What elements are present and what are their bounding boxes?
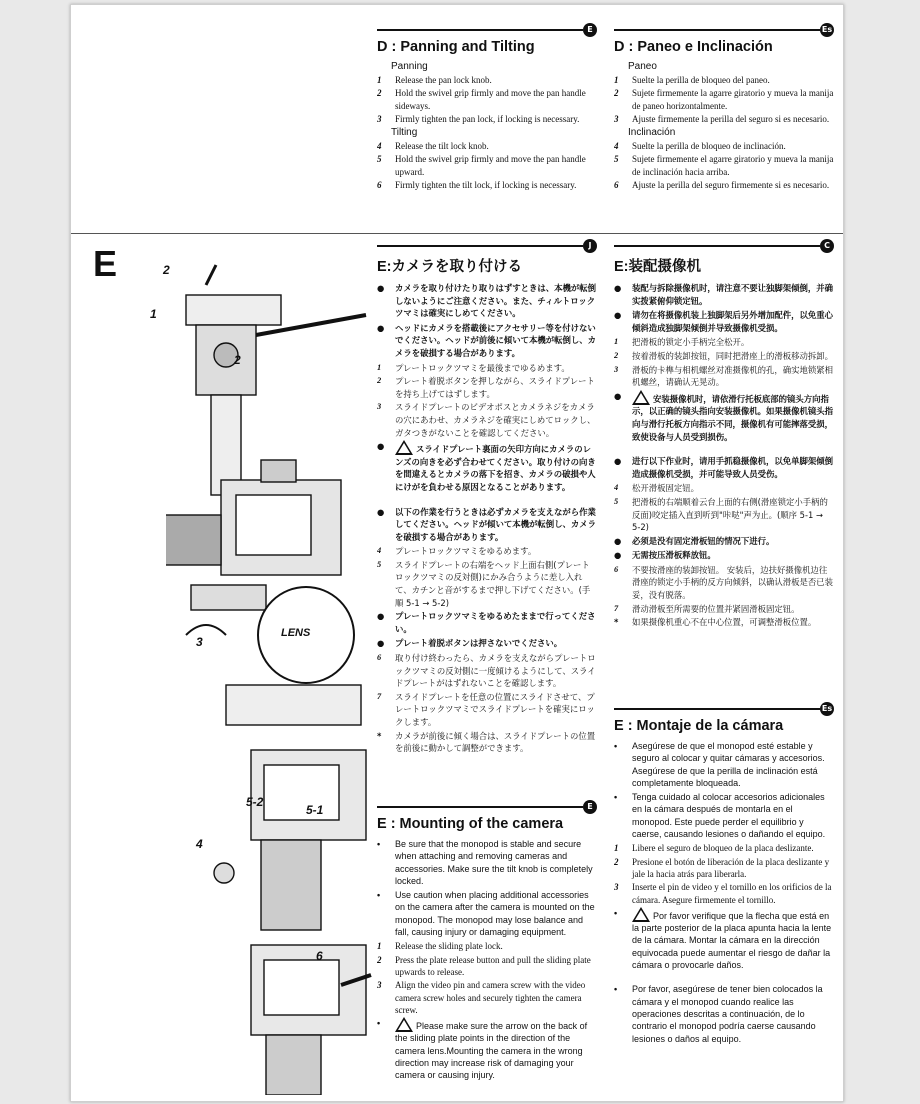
step-number: 2 <box>614 88 619 99</box>
bullet-marker: ● <box>614 310 622 321</box>
instruction-item <box>614 350 834 363</box>
instruction-text: プレート着脱ボタンは押さないでください。 <box>395 638 563 649</box>
instruction-text: Use caution when placing additional accessories on the camera after the camera is mounted on the monopod. The monopod may lose balance and fall, causing injury or damaging equipment. <box>395 890 595 938</box>
lang-badge-es: Es <box>820 23 834 37</box>
step-number: 2 <box>377 88 382 99</box>
warning-item <box>377 1017 597 1081</box>
instruction-text: 无需按压滑板释放钮。 <box>632 550 716 561</box>
step-item <box>377 87 597 112</box>
instruction-text: 按着滑板的装卸按钮，同时把滑座上的滑板移动拆卸。 <box>632 350 833 361</box>
bullet-marker: • <box>377 1018 381 1029</box>
callout-label: 2 <box>163 263 170 277</box>
instruction-text: プレートロックツマミをゆるめたままで行ってください。 <box>395 611 596 634</box>
instruction-item <box>377 979 597 1016</box>
section-title: E:カメラを取り付ける <box>377 259 522 275</box>
instruction-text: Tenga cuidado al colocar accesorios adicionales en la cámara después de montarla en el monopod. Este puede perder el equilibrio y caerse, causando lesiones o dañando el equipo. <box>632 792 826 840</box>
instruction-item <box>614 564 834 602</box>
bullet-marker: ● <box>377 638 385 649</box>
step-number: 4 <box>377 141 382 152</box>
bullet-marker: ● <box>377 611 385 622</box>
bullet-marker: • <box>614 741 618 751</box>
lang-badge-cn: C <box>820 239 834 253</box>
instruction-item <box>614 616 834 629</box>
instruction-item <box>377 506 597 544</box>
step-number: 1 <box>377 75 382 85</box>
instruction-text: 取り付け終わったら、カメラを支えながらプレートロックツマミの反対側に一度傾けるようにして、スライドプレートがはずれないことを確認します。 <box>395 653 596 689</box>
step-number: 4 <box>614 141 619 152</box>
instruction-text: Presione el botón de liberación de la placa deslizante y jale la hacia atrás para liberarla. <box>632 856 830 879</box>
step-number: 2 <box>377 376 382 386</box>
step-text: Firmly tighten the tilt lock, if locking is necessary. <box>395 180 577 191</box>
step-number: 3 <box>377 980 382 991</box>
lang-badge-es: Es <box>820 702 834 716</box>
instruction-text: Inserte el pin de video y el tornillo en los orificios de la cámara. Asegure firmemente el tornillo. <box>632 882 832 905</box>
step-text: Release the pan lock knob. <box>395 75 492 85</box>
step-item <box>614 87 834 112</box>
instruction-text: プレートロックツマミを最後までゆるめます。 <box>395 362 570 373</box>
instruction-item <box>614 983 834 1044</box>
bullet-marker: • <box>614 907 618 918</box>
subheading-inclinacion: Inclinación <box>628 127 676 139</box>
step-text: Suelte la perilla de bloqueo del paneo. <box>632 75 770 85</box>
step-number: 7 <box>377 691 382 701</box>
instruction-item <box>614 535 834 548</box>
instruction-text: 把滑板的锁定小手柄完全松开。 <box>632 337 750 348</box>
instruction-item <box>614 482 834 495</box>
instruction-item <box>377 322 597 360</box>
instruction-item <box>614 881 834 906</box>
instruction-text: Asegúrese de que el monopod esté estable y seguro al colocar y quitar cámaras y accesorios. Asegúrese de que la perilla de inclinación está completamente bloqueada. <box>632 741 825 788</box>
step-number: 4 <box>377 546 382 556</box>
instruction-item <box>377 545 597 558</box>
instruction-text: Please make sure the arrow on the back of the sliding plate points in the direction of the camera lens.Mounting the camera in the wrong direction may increase risk of damaging your camera or causing injury. <box>395 1021 588 1081</box>
instruction-text: 滑动滑板至所需要的位置并紧固滑板固定钮。 <box>632 603 800 614</box>
lang-badge-en: E <box>583 23 597 37</box>
instruction-item <box>377 401 597 439</box>
instruction-item <box>377 940 597 952</box>
instruction-item <box>377 637 597 650</box>
step-item <box>377 140 597 152</box>
callout-label: 6 <box>316 949 323 963</box>
instruction-text: 必须是没有固定滑板钮的情况下进行。 <box>632 535 775 546</box>
step-text: Firmly tighten the pan lock, if locking is necessary. <box>395 113 580 124</box>
bullet-marker: ● <box>614 535 622 546</box>
spacer <box>614 445 834 455</box>
step-text: Hold the swivel grip firmly and move the pan handle sideways. <box>395 88 586 111</box>
bullet-marker: • <box>614 984 618 995</box>
section-title: D : Paneo e Inclinación <box>614 39 773 55</box>
callout-label: 2 <box>234 353 241 367</box>
warning-triangle-icon <box>632 907 650 922</box>
instruction-item <box>614 309 834 334</box>
callout-label: 1 <box>150 307 157 321</box>
section-title: E : Montaje de la cámara <box>614 718 784 734</box>
top-en-section <box>377 23 597 223</box>
step-number: 4 <box>614 483 619 493</box>
step-text: Ajuste la perilla del seguro firmemente si es necesario. <box>632 180 830 191</box>
bullet-marker: ● <box>614 550 622 561</box>
step-item <box>614 113 834 125</box>
warning-triangle-icon <box>395 440 413 455</box>
step-number: 3 <box>377 402 382 412</box>
bullet-marker: • <box>614 792 618 803</box>
bullet-marker: ● <box>377 506 385 517</box>
instruction-item <box>614 549 834 562</box>
step-item <box>377 153 597 178</box>
step-text: Release the tilt lock knob. <box>395 141 489 152</box>
warning-triangle-icon <box>632 390 650 405</box>
step-number: 6 <box>614 564 619 574</box>
section-title: E : Mounting of the camera <box>377 816 564 832</box>
instruction-text: Release the sliding plate lock. <box>395 941 503 952</box>
callout-label: 5-1 <box>306 803 324 817</box>
step-item <box>377 179 597 191</box>
instruction-item <box>377 954 597 979</box>
instruction-item <box>614 740 834 789</box>
step-item <box>377 113 597 125</box>
step-number: 1 <box>614 337 619 347</box>
step-number: 3 <box>377 113 382 124</box>
step-number: 6 <box>377 653 382 663</box>
instruction-text: 进行以下作业时，请用手抓稳摄像机，以免单脚架倾倒造成摄像机受损，并可能导致人员受伤。 <box>632 456 833 479</box>
step-number: 5 <box>614 154 619 165</box>
step-text: Sujete firmemente el agarre giratorio y mueva la manija de inclinación hacia arriba. <box>632 154 834 177</box>
es-section <box>614 702 834 1092</box>
step-number: 2 <box>377 954 382 965</box>
step-number: 2 <box>614 856 619 867</box>
instruction-text: スライドプレートのビデオポスとカメラネジをカメラの穴にあわせ、カメラネジを確実にしめてロックし、ガタつきがないことを確認してください。 <box>395 402 596 438</box>
subheading-panning: Panning <box>391 61 428 72</box>
cn-section <box>614 239 834 699</box>
instruction-text: 如果摄像机重心不在中心位置，可调整滑板位置。 <box>632 617 817 628</box>
instruction-item <box>614 364 834 389</box>
instruction-text: Align the video pin and camera screw with the video camera screw holes and securely tighten the camera screw. <box>395 980 586 1015</box>
instruction-item <box>614 791 834 840</box>
instruction-item <box>377 691 597 729</box>
instruction-item <box>614 856 834 881</box>
instruction-text: Be sure that the monopod is stable and secure when attaching and removing cameras and accessories. Make sure the tilt knob is completely locked. <box>395 839 593 886</box>
instruction-text: プレート着脱ボタンを押しながら、スライドプレートを持ち上げてはずします。 <box>395 376 595 399</box>
instruction-text: 以下の作業を行うときは必ずカメラを支えながら作業してください。ヘッドが傾いて本機が転倒し、カメラを破損する場合があります。 <box>395 506 596 542</box>
step-number: 6 <box>377 180 382 191</box>
instruction-item <box>614 496 834 534</box>
warning-item <box>377 440 597 493</box>
step-text: Sujete firmemente la agarre giratorio y mueva la manija de paneo horizontalmente. <box>632 88 834 111</box>
instruction-text: 滑板的卡榫与相机螺丝对准摄像机的孔，确实地锁紧相机螺丝，请确认无晃动。 <box>632 364 833 388</box>
step-number: 3 <box>614 364 619 374</box>
instruction-text: スライドプレートを任意の位置にスライドさせて、プレートロックツマミでスライドプレートを確実にロックします。 <box>395 691 595 727</box>
step-number: 1 <box>614 843 619 854</box>
instruction-text: Press the plate release button and pull the sliding plate upwards to release. <box>395 954 591 977</box>
bullet-marker: * <box>377 730 382 741</box>
section-divider <box>71 233 843 234</box>
instruction-item <box>377 889 597 938</box>
step-number: 3 <box>614 882 619 893</box>
instruction-item <box>377 375 597 400</box>
instruction-text: 装配与拆除摄像机时，请注意不要让独脚架倾倒，并确实拨紧俯仰锁定钮。 <box>632 283 833 306</box>
section-title: E:装配摄像机 <box>614 259 701 275</box>
lang-badge-jp: J <box>583 239 597 253</box>
bullet-marker: ● <box>614 456 622 467</box>
bullet-marker: • <box>377 839 381 849</box>
section-title: D : Panning and Tilting <box>377 39 535 55</box>
step-number: 6 <box>614 180 619 191</box>
instruction-text: プレートロックツマミをゆるめます。 <box>395 546 537 557</box>
section-letter: E <box>93 243 118 284</box>
step-number: 1 <box>614 75 619 85</box>
step-number: 3 <box>614 113 619 124</box>
instruction-text: 安装摄像机时，请依滑行托板底部的镜头方向指示，以正确的镜头指向安装摄像机。如果摄像机镜头指向与滑行托板方向指示不同，摄像机有可能摔落受损，致使设备与人员受到损伤。 <box>632 393 833 442</box>
step-number: 7 <box>614 603 619 613</box>
step-text: Suelte la perilla de bloqueo de inclinación. <box>632 141 786 152</box>
bullet-marker: ● <box>377 441 385 452</box>
illustration-area <box>150 255 376 1095</box>
manual-page <box>70 4 844 1102</box>
instruction-item <box>614 282 834 307</box>
instruction-text: 松开滑板固定钮。 <box>632 483 699 494</box>
instruction-item <box>614 603 834 616</box>
top-es-section <box>614 23 834 233</box>
warning-item <box>614 390 834 443</box>
instruction-item <box>377 559 597 609</box>
mounting-illustration <box>166 255 376 1095</box>
step-number: 2 <box>614 350 619 360</box>
instruction-text: スライドプレートの右端をヘッド上面右側(プレートロックツマミの反対側)にかみ合うように差し入れて、カチンと音がするまで押し下げてください。(手順 5-1 → 5-2) <box>395 559 591 608</box>
instruction-item <box>614 455 834 480</box>
bullet-marker: ● <box>377 322 385 333</box>
subheading-tilting: Tilting <box>391 127 418 139</box>
instruction-text: ヘッドにカメラを搭載後にアクセサリー等を付けないでください。ヘッドが前後に傾いて本機が転倒し、カメラを破損する場合があります。 <box>395 322 596 358</box>
instruction-item <box>377 282 597 320</box>
instruction-item <box>377 730 597 755</box>
instruction-item <box>377 652 597 690</box>
lang-badge-en: E <box>583 800 597 814</box>
bullet-marker: * <box>614 617 619 628</box>
step-number: 5 <box>614 496 619 506</box>
warning-item <box>614 907 834 971</box>
step-number: 1 <box>377 941 382 952</box>
instruction-text: 把滑板的右端顺着云台上面的右侧(滑座锁定小手柄的反面)咬定插入直到听到"咔哒"声为止。(顺序 5-1 → 5-2) <box>632 496 828 533</box>
lens-label: LENS <box>281 627 311 639</box>
bullet-marker: ● <box>377 283 385 293</box>
instruction-text: カメラが前後に傾く場合は、スライドプレートの位置を前後に動かして調整ができます。 <box>395 730 596 754</box>
callout-label: 3 <box>196 635 203 649</box>
bullet-marker: ● <box>614 390 622 401</box>
callout-label: 5-2 <box>246 795 264 809</box>
step-text: Ajuste firmemente la perilla del seguro si es necesario. <box>632 113 830 124</box>
instruction-text: 不要按滑座的装卸按钮。 安装后，边扶好摄像机边往滑座的锁定小手柄的反方向倾斜，以确认滑板是否已装妥，没有脱落。 <box>632 564 833 601</box>
warning-triangle-icon <box>395 1017 413 1032</box>
step-number: 5 <box>377 154 382 165</box>
instruction-item <box>614 842 834 854</box>
step-item <box>614 179 834 191</box>
bullet-marker: • <box>377 890 381 901</box>
spacer <box>377 496 597 506</box>
en-section <box>377 800 597 1090</box>
instruction-text: Libere el seguro de bloqueo de la placa deslizante. <box>632 843 814 854</box>
subheading-paneo: Paneo <box>628 61 657 72</box>
step-item <box>614 153 834 178</box>
step-item <box>614 74 834 86</box>
instruction-item <box>377 362 597 375</box>
instruction-text: Por favor, asegúrese de tener bien colocados la cámara y el monopod cuando realice las operaciones descritas a continuación, de lo contrario el monopod podría caerse causando lesiones o daños al equipo. <box>632 984 823 1044</box>
instruction-text: カメラを取り付けたり取りはずすときは、本機が転倒しないようにご注意ください。また、チィルトロックツマミは確実にしめてください。 <box>395 283 596 319</box>
step-item <box>614 140 834 152</box>
step-item <box>377 74 597 86</box>
bullet-marker: ● <box>614 283 622 293</box>
instruction-text: 请勿在将摄像机装上独脚架后另外增加配件，以免重心倾斜造成独脚架倾倒并导致摄像机受损。 <box>632 310 833 333</box>
instruction-item <box>614 336 834 349</box>
step-text: Hold the swivel grip firmly and move the pan handle upward. <box>395 154 586 177</box>
callout-label: 4 <box>196 837 203 851</box>
step-number: 1 <box>377 362 382 372</box>
instruction-text: Por favor verifique que la flecha que está en la parte posterior de la placa apunta hacia la lente de la cámara. Montar la cámara en la dirección equivocada puede aumentar el riesgo de dañar la cámara o provocarle daños. <box>632 910 832 971</box>
spacer <box>614 973 834 983</box>
jp-section <box>377 239 597 799</box>
instruction-text: スライドプレート裏面の矢印方向にカメラのレンズの向きを必ず合わせてください。取り付けの向きを間違えるとカメラの落下を招き、カメラの破損や人にけがを負わせる原因となることがあります。 <box>395 444 596 492</box>
step-number: 5 <box>377 559 382 569</box>
instruction-item <box>377 838 597 887</box>
instruction-item <box>377 610 597 635</box>
